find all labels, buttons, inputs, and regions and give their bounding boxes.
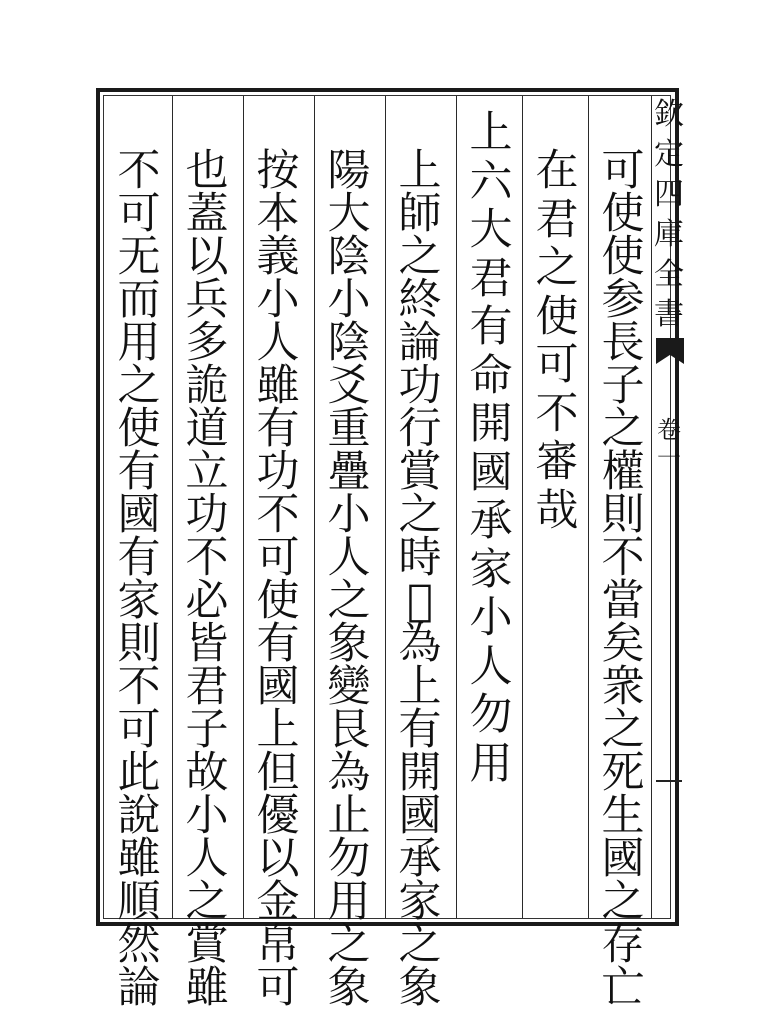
column-rule xyxy=(385,96,386,918)
text-character: 國 xyxy=(601,834,645,884)
text-character: 時 xyxy=(398,533,442,583)
text-character: 使 xyxy=(256,576,300,626)
text-character: 象 xyxy=(398,963,442,1013)
text-column-5 xyxy=(320,146,378,1013)
text-character: 雖 xyxy=(117,834,161,884)
text-character: 功 xyxy=(398,361,442,411)
text-character: 可 xyxy=(256,533,300,583)
text-character: 不 xyxy=(117,146,161,196)
text-character: 在 xyxy=(535,146,579,196)
text-character: 論 xyxy=(398,318,442,368)
text-character: 此 xyxy=(117,748,161,798)
text-character: 之 xyxy=(398,232,442,282)
banxin-character: 一 xyxy=(657,444,681,472)
text-character: 行 xyxy=(398,404,442,454)
text-character: 必 xyxy=(185,576,229,626)
text-character: 上 xyxy=(398,146,442,196)
text-character: 立 xyxy=(185,447,229,497)
text-character: 之 xyxy=(398,920,442,970)
banxin-title xyxy=(652,97,686,340)
text-character: 存 xyxy=(601,920,645,970)
text-character: 之 xyxy=(327,920,371,970)
text-character: 雖 xyxy=(185,963,229,1013)
text-character: 小 xyxy=(256,275,300,325)
text-character: 之 xyxy=(601,404,645,454)
text-character: 多 xyxy=(185,318,229,368)
text-character: 陽 xyxy=(327,146,371,196)
text-character: 矣 xyxy=(601,619,645,669)
text-character: 之 xyxy=(601,877,645,927)
text-character: 小 xyxy=(327,490,371,540)
text-character: 小 xyxy=(469,593,513,643)
text-character: 按 xyxy=(256,146,300,196)
text-character: 以 xyxy=(256,834,300,884)
text-character: 然 xyxy=(117,920,161,970)
text-character: 人 xyxy=(256,318,300,368)
column-rule xyxy=(588,96,589,918)
text-character: 不 xyxy=(535,388,579,439)
text-character: 勿 xyxy=(327,834,371,884)
text-character: 之 xyxy=(185,877,229,927)
text-character: 審 xyxy=(535,437,579,487)
text-character: 象 xyxy=(327,619,371,669)
text-character: 功 xyxy=(256,447,300,497)
text-character: 使 xyxy=(601,189,645,239)
text-character: 有 xyxy=(469,302,513,352)
text-character: 金 xyxy=(256,877,300,927)
text-character: 六 xyxy=(469,156,513,207)
text-character: 不 xyxy=(117,662,161,712)
text-character: 人 xyxy=(469,641,513,692)
text-character: 使 xyxy=(601,232,645,282)
text-character: 之 xyxy=(535,243,579,293)
text-character: 用 xyxy=(117,318,161,368)
text-character: 无 xyxy=(117,232,161,282)
text-character: 勿 xyxy=(469,690,513,740)
text-character: 不 xyxy=(185,533,229,583)
text-character: 師 xyxy=(398,189,442,239)
text-column-8 xyxy=(110,146,168,1013)
text-character: 為 xyxy=(327,748,371,798)
banxin-character: 書 xyxy=(654,297,684,332)
text-character: 詭 xyxy=(185,361,229,411)
text-character: 說 xyxy=(117,791,161,841)
text-column-3 xyxy=(462,108,520,912)
text-character: 功 xyxy=(185,490,229,540)
text-column-2 xyxy=(528,146,586,950)
text-character: 艮 xyxy=(327,705,371,755)
text-character: 不 xyxy=(256,490,300,540)
text-column-7 xyxy=(178,146,236,1013)
text-character: 也 xyxy=(185,146,229,196)
text-character: 以 xyxy=(185,232,229,282)
text-character: 賞 xyxy=(185,920,229,970)
text-character: 當 xyxy=(601,576,645,626)
banxin-character: 庫 xyxy=(654,217,684,252)
text-character: 但 xyxy=(256,748,300,798)
text-character: 君 xyxy=(535,194,579,245)
text-character: 衆 xyxy=(601,662,645,712)
text-character: 為 xyxy=(398,619,442,669)
text-character: 故 xyxy=(185,748,229,798)
text-character: 兵 xyxy=(185,275,229,325)
text-character: 之 xyxy=(327,576,371,626)
text-character: 君 xyxy=(469,253,513,304)
text-character: 可 xyxy=(117,189,161,239)
text-character: 家 xyxy=(469,544,513,595)
column-rule xyxy=(522,96,523,918)
text-character: 生 xyxy=(601,791,645,841)
text-character: 皆 xyxy=(185,619,229,669)
text-character: 参 xyxy=(601,275,645,325)
text-character: 之 xyxy=(398,490,442,540)
text-character: 家 xyxy=(398,877,442,927)
text-character: 用 xyxy=(469,738,513,789)
column-rule xyxy=(314,96,315,918)
text-column-6 xyxy=(249,146,307,1013)
text-character: 可 xyxy=(256,963,300,1013)
text-character: 小 xyxy=(185,791,229,841)
text-character: 使 xyxy=(117,404,161,454)
text-character: 可 xyxy=(117,705,161,755)
column-rule xyxy=(243,96,244,918)
fishtail-lower-mark xyxy=(656,780,682,782)
text-character: 大 xyxy=(327,189,371,239)
text-character: 人 xyxy=(327,533,371,583)
text-character: 死 xyxy=(601,748,645,798)
text-character: 有 xyxy=(256,404,300,454)
text-character: 終 xyxy=(398,275,442,325)
text-character: 優 xyxy=(256,791,300,841)
text-character: 陰 xyxy=(327,318,371,368)
text-character: 有 xyxy=(256,619,300,669)
text-character: 小 xyxy=(327,275,371,325)
text-character: 上 xyxy=(469,108,513,158)
banxin-character: 四 xyxy=(654,177,684,212)
banxin-character: 卷 xyxy=(657,416,681,444)
text-character: 順 xyxy=(117,877,161,927)
text-column-1 xyxy=(594,146,652,1013)
text-character: 亡 xyxy=(601,963,645,1013)
text-character: 不 xyxy=(601,533,645,583)
text-character: 長 xyxy=(601,318,645,368)
text-character: 賞 xyxy=(398,447,442,497)
text-character: 則 xyxy=(601,490,645,540)
text-character: 國 xyxy=(398,791,442,841)
text-character: 上 xyxy=(398,662,442,712)
banxin-character: 欽 xyxy=(654,97,684,132)
text-character: 有 xyxy=(398,705,442,755)
text-character: 有 xyxy=(117,533,161,583)
text-character: 帛 xyxy=(256,920,300,970)
text-character: 可 xyxy=(601,146,645,196)
text-character: 本 xyxy=(256,189,300,239)
text-character: 用 xyxy=(327,877,371,927)
text-character: 國 xyxy=(256,662,300,712)
volume-label xyxy=(656,418,682,474)
text-character: 國 xyxy=(469,447,513,498)
text-character: 𥘉 xyxy=(407,576,433,626)
text-character: 命 xyxy=(469,350,513,401)
text-character: 義 xyxy=(256,232,300,282)
text-column-4 xyxy=(391,146,449,1013)
text-character: 大 xyxy=(469,205,513,255)
column-rule xyxy=(456,96,457,918)
text-character: 雖 xyxy=(256,361,300,411)
text-character: 人 xyxy=(185,834,229,884)
text-character: 爻 xyxy=(327,361,371,411)
text-character: 變 xyxy=(327,662,371,712)
text-character: 上 xyxy=(256,705,300,755)
text-character: 象 xyxy=(327,963,371,1013)
text-character: 家 xyxy=(117,576,161,626)
text-character: 而 xyxy=(117,275,161,325)
text-character: 之 xyxy=(601,705,645,755)
text-character: 有 xyxy=(117,447,161,497)
text-character: 蓋 xyxy=(185,189,229,239)
text-character: 陰 xyxy=(327,232,371,282)
banxin-character: 全 xyxy=(654,257,684,292)
column-rule xyxy=(172,96,173,918)
text-character: 國 xyxy=(117,490,161,540)
text-character: 權 xyxy=(601,447,645,497)
text-character: 子 xyxy=(601,361,645,411)
text-character: 君 xyxy=(185,662,229,712)
text-character: 止 xyxy=(327,791,371,841)
text-character: 開 xyxy=(398,748,442,798)
text-character: 疊 xyxy=(327,447,371,497)
text-character: 開 xyxy=(469,399,513,449)
text-character: 子 xyxy=(185,705,229,755)
banxin-character: 定 xyxy=(654,137,684,172)
text-character: 使 xyxy=(535,291,579,342)
text-character: 道 xyxy=(185,404,229,454)
text-character: 可 xyxy=(535,340,579,390)
text-character: 承 xyxy=(469,496,513,546)
text-character: 論 xyxy=(117,963,161,1013)
text-character: 之 xyxy=(117,361,161,411)
text-character: 則 xyxy=(117,619,161,669)
text-character: 承 xyxy=(398,834,442,884)
text-character: 哉 xyxy=(535,485,579,536)
text-character: 重 xyxy=(327,404,371,454)
